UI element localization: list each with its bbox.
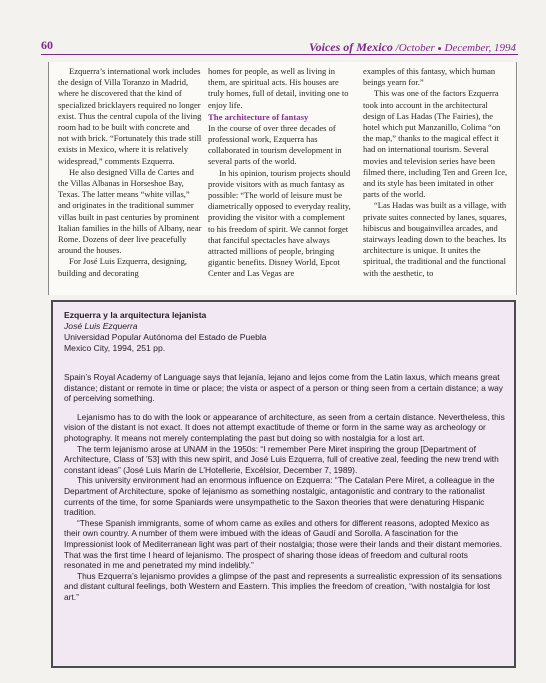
header-rule <box>41 54 518 55</box>
book-author: José Luis Ezquerra <box>64 321 138 331</box>
paragraph: In the course of over three decades of professional work, Ezquerra has collaborated in tourism development in several parts of the world. <box>208 122 342 167</box>
review-paragraph: “These Spanish immigrants, some of whom came as exiles and others for different reasons, adopted Mexico as their own country. A number of them were imbued with the ideas of Gaudí and Sorolla. A fascination for the Impressionist look of Mediterranean light was part of their nostalgia; those were their lands and their distant memories. That was the first time I heard of lejanismo. The prospect of sharing those ideas of freedom and cultural roots resonated in me and penetrated my mind indelibly.” <box>64 517 503 571</box>
paragraph: In his opinion, tourism projects should provide visitors with as much fantasy as possible: “The world of leisure must be diametrically opposed to everyday reality, providing the visitor with a complement to his freedom of spirit. We cannot forget that fanciful spectacles have always attracted millions of people, bringing gigantic benefits. Disney World, Epcot Center and Las Vegas are <box>208 167 351 279</box>
article-column-3 <box>363 66 511 279</box>
magazine-title: Voices of Mexico <box>308 40 393 54</box>
book-review-box <box>51 300 516 668</box>
article-column-2 <box>208 66 352 280</box>
book-title: Ezquerra y la arquitectura lejanista <box>64 310 207 320</box>
paragraph: He also designed Villa de Cartes and the Villas Albanas in Horseshoe Bay, Texas. The latter means “white villas,” and originates in the traditional summer villas built in past centuries by prominent Italian families in the hills of Albany, near Rome. Dozens of deer live peacefully around the houses. <box>58 166 202 256</box>
paragraph: examples of this fantasy, which human beings yearn for.” <box>363 66 496 88</box>
book-place-year: Mexico City, 1994, 251 pp. <box>64 343 166 353</box>
book-publisher: Universidad Popular Autónoma del Estado de Puebla <box>64 332 267 342</box>
paragraph: For José Luis Ezquerra, designing, building and decorating <box>58 256 188 278</box>
paragraph: Ezquerra’s international work includes the design of Villa Toranzo in Madrid, where he discovered that the kind of specialized bricklayers required no longer exist. Thus the central cupola of the living room had to be built with concrete and not with brick. “Fortunately this trade still exists in Mexico, where it is relatively widespread,” comments Ezquerra. <box>58 66 202 166</box>
column-border-right <box>516 62 517 295</box>
issue-start: /October <box>395 42 435 54</box>
column-border-left <box>48 62 49 295</box>
paragraph: homes for people, as well as living in them, are spiritual acts. His houses are truly homes, full of detail, inviting one to enjoy life. <box>208 66 349 110</box>
paragraph: “Las Hadas was built as a village, with private suites connected by lanes, squares, hibiscus and bougainvillea arcades, and stairways leading down to the beaches. Its architecture is unique. It unites the spiritual, the traditional and the functional with the aesthetic, to <box>363 200 507 278</box>
review-paragraph: Thus Ezquerra’s lejanismo provides a glimpse of the past and represents a surrealistic expression of its sensations and distant cultural feelings, both Western and Eastern. This implies the freedom of creation, “with nostalgia for lost art.” <box>64 570 502 602</box>
article-body <box>48 62 518 295</box>
running-header <box>309 40 516 55</box>
section-heading: The architecture of fantasy <box>208 111 309 122</box>
paragraph: This was one of the factors Ezquerra took into account in the architectural design of Las Hadas (The Fairies), the hotel which put Manzanillo, Colima “on the map,” thanks to the magical effect it had on international tourism. Several movies and television series have been filmed there, including Ten and Green Ice, and its style has been imitated in other parts of the world. <box>363 88 508 200</box>
bullet-separator: ● <box>437 44 442 53</box>
review-paragraph: Lejanismo has to do with the look or appearance of architecture, as seen from a certain distance. Nevertheless, this vision of the distant is not exact. It does not attempt exactitude of theme or form in the same way as archeology or photography. It means not merely contemplating the past but doing so with nostalgia for a lost art. <box>64 411 505 443</box>
issue-end: December, 1994 <box>444 42 516 54</box>
review-paragraph: This university environment had an enormous influence on Ezquerra: “The Catalan Pere Miret, a colleague in the Department of Architecture, spoke of lejanismo as something nostalgic, antagonistic and contrary to the rationalist currents of the time, for some Spaniards were unsympathetic to the Saxon theories that were denaturing Hispanic tradition. <box>64 475 495 518</box>
article-column-1 <box>58 66 202 279</box>
review-body <box>64 372 506 602</box>
review-paragraph: The term lejanismo arose at UNAM in the 1950s: “I remember Pere Miret inspiring the group [Department of Architecture, Class of ’53] with this new spirit, and José Luis Ezquerra, full of creative zeal, feeding the new trend with constant ideas” (José Luis Marín de L’Hotellerie, Excélsior, December 7, 1989). <box>64 443 499 475</box>
page-number: 60 <box>41 38 53 52</box>
review-paragraph: Spain’s Royal Academy of Language says that lejanía, lejano and lejos come from the Latin laxus, which means great distance; distant or remote in time or place; the vista or aspect of a person or thing seen from a certain distance; a way of perceiving something. <box>64 372 503 404</box>
